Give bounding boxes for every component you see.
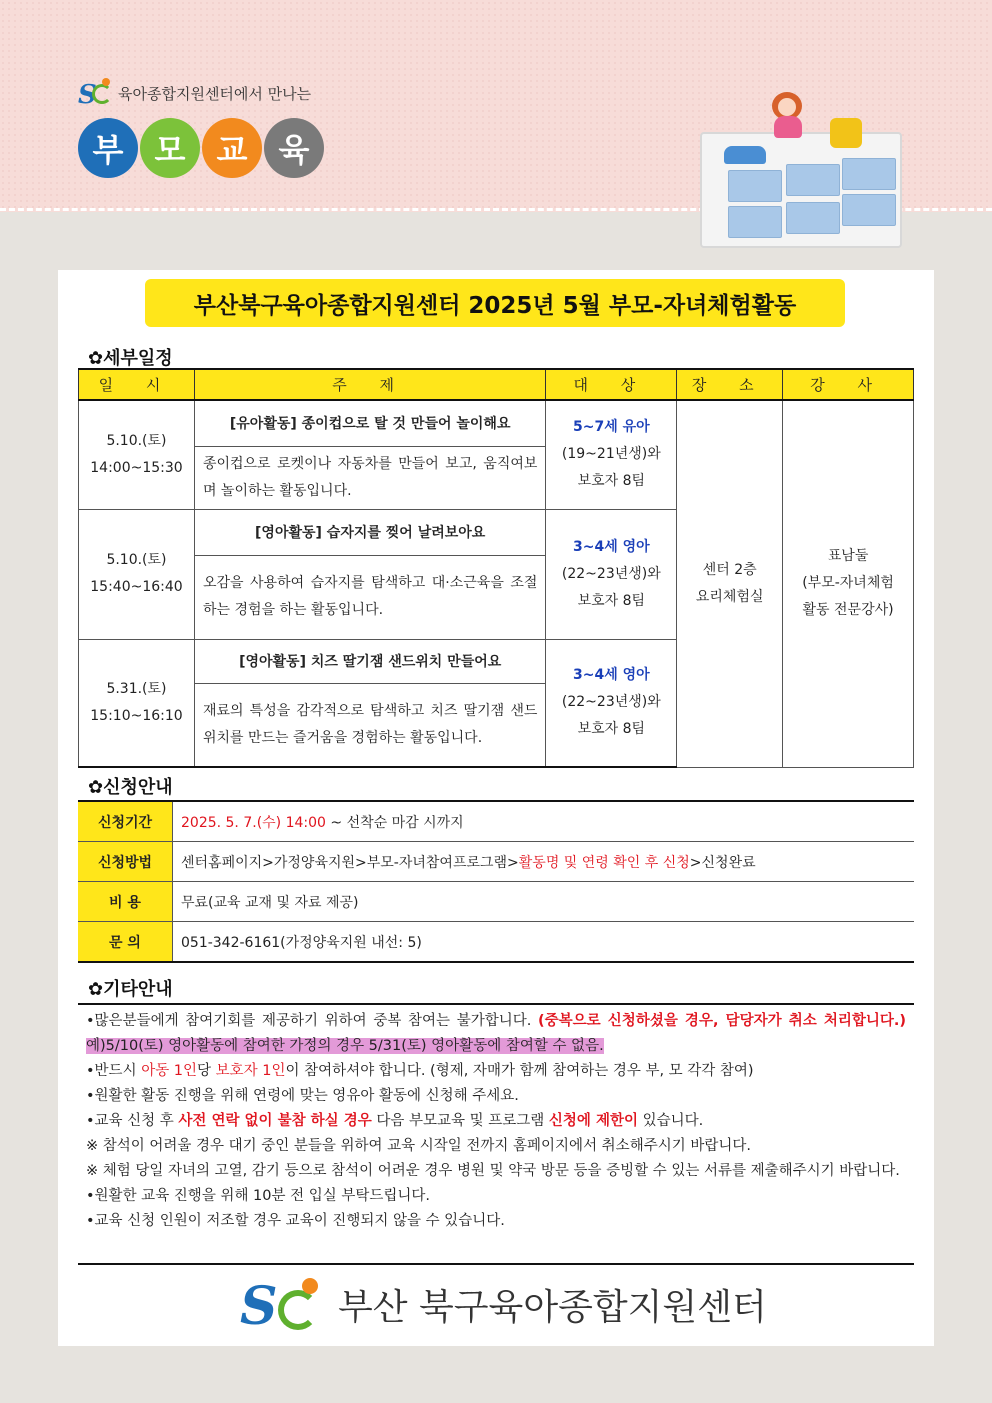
note-one-guardian: •반드시 아동 1인당 보호자 1인이 참여하셔야 합니다. (형제, 자매가 함께 참여하는 경우 부, 모 각각 참여) [86,1063,754,1079]
parent-education-badges [78,118,326,178]
table-row [78,801,914,842]
period-value: 2025. 5. 7.(수) 14:00 ~ 선착순 마감 시까지 [173,801,915,842]
center-logo-icon: S [240,1276,332,1332]
cost-value: 무료(교육 교재 및 자료 제공) [173,882,915,922]
badge-yuk: 육 [264,118,324,178]
apply-table [78,800,914,963]
footer-org-name: 부산 북구육아종합지원센터 [338,1286,767,1328]
badge-bu: 부 [78,118,138,178]
col-place: 장 소 [677,369,783,400]
note-cancel: ※ 참석이 어려울 경우 대기 중인 분들을 위하여 교육 시작일 전까지 홈페이지에서 취소해주시기 바랍니다. [86,1138,751,1154]
table-row [78,882,914,922]
toy-phone-icon [830,118,862,148]
apply-heading: ✿신청안내 [88,777,173,798]
row1-topic-desc: 종이컵으로 로켓이나 자동차를 만들어 보고, 움직여보며 놀이하는 활동입니다. [194,446,545,509]
toy-car-icon [724,146,766,164]
row3-topic-desc: 재료의 특성을 감각적으로 탐색하고 치즈 딸기잼 샌드위치를 만드는 즐거움을 경험하는 활동입니다. [194,683,545,767]
place-cell: 센터 2층 요리체험실 [677,400,783,767]
col-datetime: 일 시 [79,369,195,400]
col-target: 대 상 [546,369,677,400]
col-instructor: 강 사 [783,369,914,400]
etc-notes [78,1003,914,1265]
note-min-enrollment: •교육 신청 인원이 저조할 경우 교육이 진행되지 않을 수 있습니다. [86,1213,505,1229]
row1-target: 5~7세 유아 (19~21년생)와 보호자 8팀 [546,400,677,509]
row3-topic-title: [영아활동] 치즈 딸기잼 샌드위치 만들어요 [194,639,545,683]
method-label: 신청방법 [78,842,173,882]
schedule-heading: ✿세부일정 [88,348,173,369]
badge-gyo: 교 [202,118,262,178]
schedule-header-row [79,369,914,400]
row1-datetime: 5.10.(토) 14:00~15:30 [79,400,195,509]
note-age: •원활한 활동 진행을 위해 연령에 맞는 영유아 활동에 신청해 주세요. [86,1088,519,1104]
row1-topic-title: [유아활동] 종이컵으로 탈 것 만들어 놀이해요 [194,400,545,446]
instructor-cell: 표남둘 (부모-자녀체험 활동 전문강사) [783,400,914,767]
badge-mo: 모 [140,118,200,178]
note-duplicate: •많은분들에게 참여기회를 제공하기 위하여 중복 참여는 불가합니다. (중복으로 신청하셨을 경우, 담당자가 취소 처리합니다.) 예)5/10(토) 영아활동에 참여한 가정의 경우 5/31(토) 영아활동에 참여할 수 없음. [86,1013,906,1054]
table-row [78,922,914,963]
etc-heading: ✿기타안내 [88,979,173,1000]
doll-icon [768,92,808,142]
method-value: 센터홈페이지>가정양육지원>부모-자녀참여프로그램>활동명 및 연령 확인 후 신청>신청완료 [173,842,915,882]
row2-datetime: 5.10.(토) 15:40~16:40 [79,509,195,639]
contact-value: 051-342-6161(가정양육지원 내선: 5) [173,922,915,963]
row3-datetime: 5.31.(토) 15:10~16:10 [79,639,195,767]
header-subtitle: 육아종합지원센터에서 만나는 [118,84,312,103]
cost-label: 비 용 [78,882,173,922]
page-title: 부산북구육아종합지원센터 2025년 5월 부모-자녀체험활동 [145,279,845,327]
footer-logo [240,1276,767,1337]
contact-label: 문 의 [78,922,173,963]
note-illness: ※ 체험 당일 자녀의 고열, 감기 등으로 참석이 어려운 경우 병원 및 약국 방문 등을 증빙할 수 있는 서류를 제출해주시기 바랍니다. [86,1163,900,1179]
period-label: 신청기간 [78,801,173,842]
schedule-table [78,368,914,768]
row2-target: 3~4세 영아 (22~23년생)와 보호자 8팀 [546,509,677,639]
header-logo-line [78,78,311,108]
table-row [78,842,914,882]
note-no-show: •교육 신청 후 사전 연락 없이 불참 하실 경우 다음 부모교육 및 프로그램 신청에 제한이 있습니다. [86,1113,704,1129]
table-row [79,400,914,446]
center-logo-icon: S [78,78,114,108]
col-topic: 주 제 [194,369,545,400]
row2-topic-title: [영아활동] 습자지를 찢어 날려보아요 [194,509,545,555]
row3-target: 3~4세 영아 (22~23년생)와 보호자 8팀 [546,639,677,767]
row2-topic-desc: 오감을 사용하여 습자지를 탐색하고 대·소근육을 조절하는 경험을 하는 활동입니다. [194,555,545,639]
note-arrival: •원활한 교육 진행을 위해 10분 전 입실 부탁드립니다. [86,1188,431,1204]
